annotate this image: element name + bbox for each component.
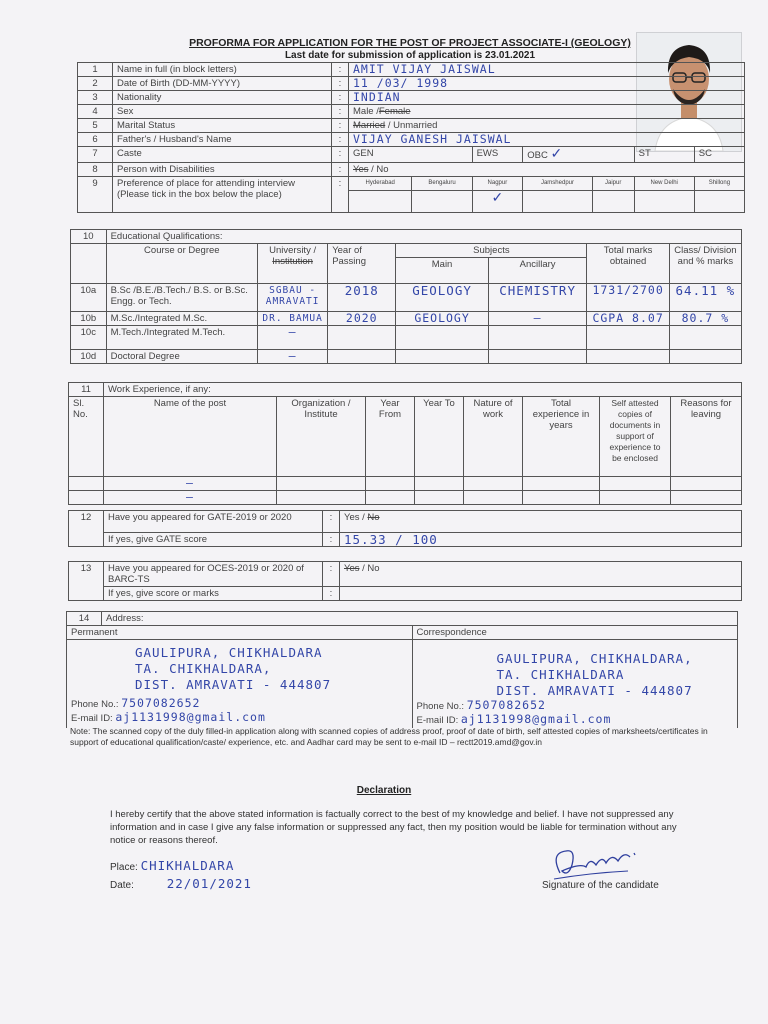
total-cell[interactable]: CGPA 8.07 [587,312,669,326]
post-header: Name of the post [104,397,277,477]
marital-unmarried[interactable]: Unmarried [393,120,438,131]
copies-header: Self attested copies of documents in support of experience to be enclosed [600,397,671,477]
email-value[interactable]: aj1131998@gmail.com [460,712,612,726]
sex-label: Sex [113,105,332,119]
work-title: Work Experience, if any: [104,383,742,397]
correspondence-label: Correspondence [412,626,737,640]
nationality-label: Nationality [113,91,332,105]
sex-options[interactable]: Male /Female [349,105,745,119]
phone-label: Phone No.: [71,699,119,710]
place-jaipur: Jaipur [592,177,634,191]
university-cell[interactable]: — [258,350,328,364]
nationality-value[interactable]: INDIAN [349,91,745,105]
box-bengaluru[interactable] [412,191,472,213]
ancillary-header: Ancillary [488,258,587,284]
table-row: 10b M.Sc./Integrated M.Sc. DR. BAMUA 2020 GEOLOGY — CGPA 8.07 80.7 % [71,312,742,326]
course-cell: Doctoral Degree [106,350,257,364]
place-row [110,858,234,873]
address-table [66,611,738,728]
permanent-address[interactable] [67,640,413,729]
total-cell[interactable]: 1731/2700 [587,284,669,312]
gate-question: Have you appeared for GATE-2019 or 2020 [104,511,323,533]
oces-answer[interactable]: Yes / No [340,562,742,587]
name-value[interactable]: AMIT VIJAY JAISWAL [349,63,745,77]
caste-ews[interactable]: EWS [472,147,523,163]
box-nagpur[interactable] [472,191,523,213]
box-new-delhi[interactable] [634,191,694,213]
declaration-title: Declaration [356,785,412,796]
course-cell: M.Sc./Integrated M.Sc. [106,312,257,326]
gate-table: 12 Have you appeared for GATE-2019 or 2020 : Yes / No If yes, give GATE score : 15.33 / 100 [68,510,742,547]
date-value[interactable]: 22/01/2021 [166,876,252,891]
place-new-delhi: New Delhi [634,177,694,191]
marital-married[interactable]: Married [353,120,386,131]
date-row [110,876,252,891]
row-number: 2 [78,77,113,91]
father-name-label: Father's / Husband's Name [113,133,332,147]
class-cell[interactable]: 80.7 % [669,312,741,326]
place-preference-label: Preference of place for attending interview (Please tick in the box below the place) [113,177,332,213]
phone-value[interactable]: 7507082652 [466,698,546,712]
table-row: 10a B.Sc /B.E./B.Tech./ B.S. or B.Sc. Engg. or Tech. SGBAU - AMRAVATI 2018 GEOLOGY CHEMISTRY 1731/2700 64.11 % [71,284,742,312]
disability-no[interactable]: No [376,164,389,175]
email-label: E-mail ID: [71,713,113,724]
table-row: — [69,491,742,505]
total-marks-header: Total marks obtained [587,244,669,284]
education-title: Educational Qualifications: [106,230,741,244]
reasons-header: Reasons for leaving [671,397,742,477]
oces-question: Have you appeared for OCES-2019 or 2020 of BARC-TS [104,562,323,587]
name-label: Name in full (in block letters) [113,63,332,77]
row-number: 14 [67,612,102,626]
address-line: DIST. AMRAVATI - 444807 [496,683,693,698]
sl-header: Sl. No. [69,397,104,477]
row-number: 7 [78,147,113,163]
row-number: 8 [78,163,113,177]
note: Note: The scanned copy of the duly filled-in application along with scanned copies of address proof, proof of date of birth, self attested copies of marksheets/certificates in support of educational qualification/caste/ experience, etc. and Aadhar card may be sent to e-mail ID – rectt2019.amd@gov.in [70,726,708,747]
form-title: PROFORMA FOR APPLICATION FOR THE POST OF PROJECT ASSOCIATE-I (GEOLOGY) [189,37,631,49]
year-header: Year of Passing [328,244,396,284]
class-header: Class/ Division and % marks [669,244,741,284]
education-table [70,229,742,364]
total-exp-header: Total experience in years [523,397,600,477]
year-to-header: Year To [415,397,464,477]
caste-obc[interactable]: OBC ✓ [523,147,634,163]
dob-label: Date of Birth (DD-MM-YYYY) [113,77,332,91]
tick-mark-icon: ✓ [550,145,563,161]
subjects-header: Subjects [396,244,587,258]
gate-score[interactable]: 15.33 / 100 [340,533,742,547]
email-label: E-mail ID: [416,715,459,726]
row-number: 9 [78,177,113,213]
disability-yes[interactable]: Yes [353,164,369,175]
university-cell[interactable]: — [258,326,328,350]
personal-details-table: 1 Name in full (in block letters) : AMIT VIJAY JAISWAL 2 Date of Birth (DD-MM-YYYY) : 11 /03/ 1998 3 Nationality : INDIAN 4 Sex : Male /Female 5 Marital Status : Married / Unmarried 6 Father's / Husband's Name : VIJAY GANESH JAISWAL 7 Caste : GEN EWS OBC ✓ ST SC 8 Person with Disabilities : Yes / No 9 Preference of place for attending interview (Please tick in the box below the place) : Hyderabad Bengaluru Nagpur Jamshedpur Jaipur New Delhi Shillong ✓ [77,62,745,213]
box-jamshedpur[interactable] [523,191,593,213]
sex-male[interactable]: Male [353,106,374,117]
oces-table: 13 Have you appeared for OCES-2019 or 2020 of BARC-TS : Yes / No If yes, give score or marks : [68,561,742,601]
marital-label: Marital Status [113,119,332,133]
ancillary-cell[interactable]: CHEMISTRY [488,284,587,312]
course-cell: B.Sc /B.E./B.Tech./ B.S. or B.Sc. Engg. or Tech. [106,284,257,312]
year-cell[interactable]: 2018 [328,284,396,312]
place-value[interactable]: CHIKHALDARA [140,858,235,873]
gate-answer[interactable]: Yes / No [340,511,742,533]
place-hyderabad: Hyderabad [349,177,412,191]
nature-header: Nature of work [464,397,523,477]
row-number: 3 [78,91,113,105]
gate-score-label: If yes, give GATE score [104,533,323,547]
row-number: 4 [78,105,113,119]
signature-label: Signature of the candidate [542,880,659,891]
address-line: DIST. AMRAVATI - 444807 [135,677,332,692]
box-jaipur[interactable] [592,191,634,213]
box-hyderabad[interactable] [349,191,412,213]
main-cell[interactable]: GEOLOGY [396,284,489,312]
email-value[interactable]: aj1131998@gmail.com [115,710,266,724]
table-row: 10d Doctoral Degree — [71,350,742,364]
caste-gen[interactable]: GEN [349,147,473,163]
address-line: GAULIPURA, CHIKHALDARA, [496,651,693,666]
tick-mark-icon: ✓ [491,189,504,205]
row-number: 5 [78,119,113,133]
address-line: TA. CHIKHALDARA, [135,661,272,676]
dob-value[interactable]: 11 /03/ 1998 [349,77,745,91]
correspondence-address[interactable] [412,640,737,729]
row-number: 6 [78,133,113,147]
ancillary-cell[interactable]: — [488,312,587,326]
course-cell: M.Tech./Integrated M.Tech. [106,326,257,350]
address-line: TA. CHIKHALDARA [496,667,625,682]
caste-sc[interactable]: SC [694,147,744,163]
year-from-header: Year From [366,397,415,477]
box-shillong[interactable] [694,191,744,213]
row-number: 1 [78,63,113,77]
table-row: 10c M.Tech./Integrated M.Tech. — [71,326,742,350]
date-label: Date: [110,880,134,891]
place-nagpur: Nagpur [472,177,523,191]
caste-label: Caste [113,147,332,163]
university-header: University / Institution [258,244,328,284]
permanent-label: Permanent [67,626,413,640]
work-experience-table [68,382,742,505]
oces-score-label: If yes, give score or marks [104,587,323,601]
oces-score[interactable] [340,587,742,601]
disability-label: Person with Disabilities [113,163,332,177]
declaration-text: I hereby certify that the above stated information is factually correct to the best of my knowledge and belief. I have not suppressed any information and in case I give any false information or suppressed any fact, then my position would be liable for termination without any notice or reasons thereof. [110,809,677,846]
main-subject-header: Main [396,258,489,284]
phone-label: Phone No.: [416,701,465,712]
place-label: Place: [110,862,138,873]
row-number: 13 [69,562,104,601]
org-header: Organization / Institute [277,397,366,477]
disability-options[interactable]: Yes / No [349,163,745,177]
table-row: — [69,477,742,491]
address-line: GAULIPURA, CHIKHALDARA [135,645,323,660]
class-cell[interactable]: 64.11 % [669,284,741,312]
place-jamshedpur: Jamshedpur [523,177,593,191]
address-title: Address: [102,612,738,626]
row-number: 11 [69,383,104,397]
university-cell[interactable]: DR. BAMUA [258,312,328,326]
father-name-value[interactable]: VIJAY GANESH JAISWAL [349,133,745,147]
phone-value[interactable]: 7507082652 [121,696,201,710]
form-subtitle: Last date for submission of application is 23.01.2021 [284,50,536,61]
sex-female[interactable]: Female [378,106,411,117]
year-cell[interactable]: 2020 [328,312,396,326]
caste-st[interactable]: ST [634,147,694,163]
main-cell[interactable]: GEOLOGY [396,312,489,326]
row-number: 12 [69,511,104,547]
place-bengaluru: Bengaluru [412,177,472,191]
marital-options[interactable]: Married / Unmarried [349,119,745,133]
row-number: 10 [71,230,107,244]
course-header: Course or Degree [106,244,257,284]
place-shillong: Shillong [694,177,744,191]
university-cell[interactable]: SGBAU - AMRAVATI [258,284,328,312]
